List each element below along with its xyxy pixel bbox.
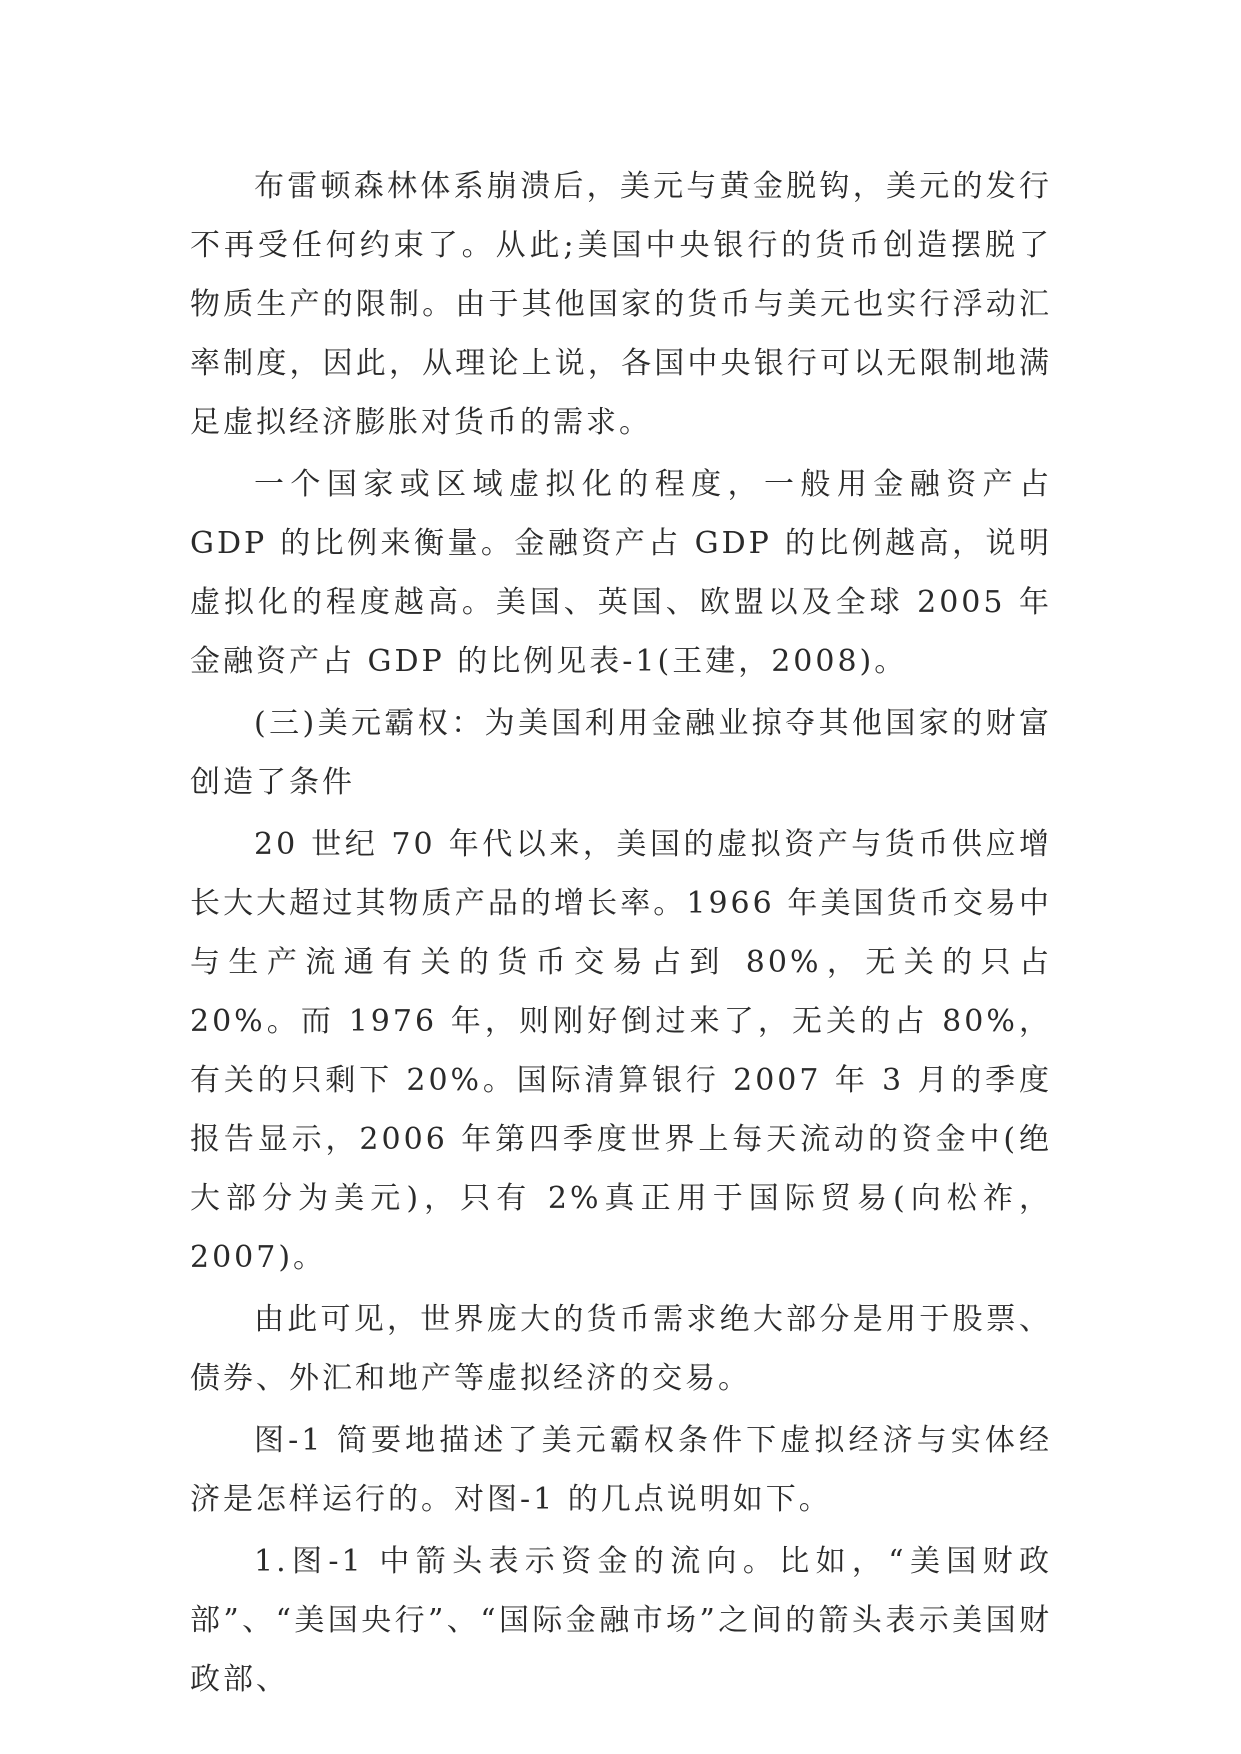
document-body [190, 157, 1052, 1712]
paragraph-bretton-woods: 布雷顿森林体系崩溃后，美元与黄金脱钩，美元的发行不再受任何约束了。从此;美国中央银行的货币创造摆脱了物质生产的限制。由于其他国家的货币与美元也实行浮动汇率制度，因此，从理论上说，各国中央银行可以无限制地满足虚拟经济膨胀对货币的需求。 [190, 169, 1052, 440]
paragraph-figure-description: 图-1 简要地描述了美元霸权条件下虚拟经济与实体经济是怎样运行的。对图-1 的几点说明如下。 [190, 1423, 1052, 1517]
paragraph-figure-note-1: 1.图-1 中箭头表示资金的流向。比如，“美国财政部”、“美国央行”、“国际金融市场”之间的箭头表示美国财政部、 [190, 1544, 1052, 1697]
paragraph-money-supply-growth: 20 世纪 70 年代以来，美国的虚拟资产与货币供应增长大大超过其物质产品的增长率。1966 年美国货币交易中与生产流通有关的货币交易占到 80%，无关的只占 20%。而 1976 年，则刚好倒过来了，无关的占 80%，有关的只剩下 20%。国际清算银行 2007 年 3 月的季度报告显示，2006 年第四季度世界上每天流动的资金中(绝大部分为美元)，只有 2%真正用于国际贸易(向松祚，2007)。 [190, 827, 1052, 1275]
paragraph-virtualization-degree: 一个国家或区域虚拟化的程度，一般用金融资产占 GDP 的比例来衡量。金融资产占 GDP 的比例越高，说明虚拟化的程度越高。美国、英国、欧盟以及全球 2005 年金融资产占 GDP 的比例见表-1(王建，2008)。 [190, 467, 1052, 679]
section-heading-dollar-hegemony: (三)美元霸权：为美国利用金融业掠夺其他国家的财富创造了条件 [190, 706, 1052, 800]
paragraph-currency-demand: 由此可见，世界庞大的货币需求绝大部分是用于股票、债券、外汇和地产等虚拟经济的交易。 [190, 1302, 1052, 1396]
